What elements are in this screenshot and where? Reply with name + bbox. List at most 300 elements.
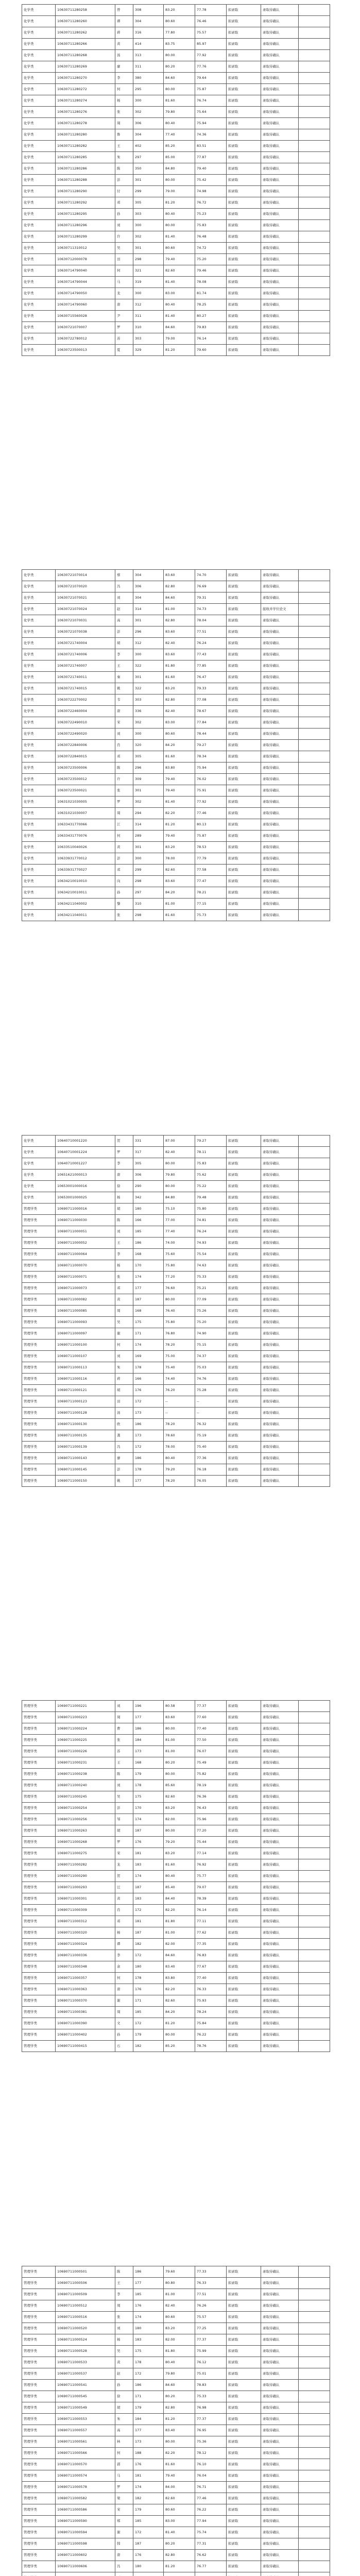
score-cell: 177: [133, 1283, 164, 1294]
table-row: [22, 694, 330, 706]
table-row: [22, 1927, 330, 1939]
blank-cell: [299, 1757, 330, 1769]
score-cell: 302: [133, 796, 164, 808]
interview-cell: 82.00: [164, 1939, 195, 1950]
result-cell: 拟录取: [227, 231, 261, 243]
exam-id-cell: 10631021030005: [56, 796, 115, 808]
exam-id-cell: 10634210010010: [56, 876, 115, 887]
exam-id-cell: 10630711280299: [56, 231, 115, 243]
interview-cell: 83.80: [164, 1973, 195, 1984]
interview-cell: 79.20: [164, 1837, 195, 1848]
blank-cell: [299, 2482, 330, 2493]
major-cell: 管理学类: [22, 2448, 56, 2459]
interview-cell: 84.20: [164, 2007, 195, 2018]
name-cell: 王: [115, 2278, 133, 2289]
total-cell: 75.87: [195, 831, 227, 842]
interview-cell: 84.80: [164, 163, 195, 175]
major-cell: 化学类: [22, 1136, 56, 1147]
status-cell: 录取待确认: [261, 774, 299, 785]
result-cell: 拟录取: [227, 2493, 261, 2504]
interview-cell: 83.20: [164, 5, 195, 16]
table-row: [22, 2504, 330, 2516]
result-cell: 拟录取: [227, 299, 261, 311]
exam-id-cell: [56, 2572, 115, 2576]
major-cell: 管理学类: [22, 1757, 56, 1769]
status-cell: 录取待确认: [261, 592, 299, 604]
interview-cell: 81.20: [164, 2018, 195, 2029]
total-cell: 79.40: [195, 163, 227, 175]
name-cell: 蒋: [115, 27, 133, 39]
name-cell: 张: [115, 785, 133, 796]
name-cell: 朱: [115, 152, 133, 163]
name-cell: 何: [115, 265, 133, 277]
total-cell: 76.43: [195, 1803, 227, 1814]
result-cell: 拟录取: [227, 1791, 261, 1803]
interview-cell: 84.60: [164, 73, 195, 84]
total-cell: 77.35: [195, 1939, 227, 1950]
blank-cell: [299, 1973, 330, 1984]
blank-cell: [299, 265, 330, 277]
total-cell: 75.33: [195, 2391, 227, 2402]
status-cell: 录取待确认: [261, 1340, 299, 1351]
table-row: [22, 2380, 330, 2391]
major-cell: 管理学类: [22, 1396, 56, 1408]
exam-id-cell: 10690711000602: [56, 2550, 115, 2561]
name-cell: 谢: [115, 1995, 133, 2007]
interview-cell: 82.40: [164, 638, 195, 649]
major-cell: 管理学类: [22, 1769, 56, 1780]
name-cell: 陈: [115, 2266, 133, 2278]
status-cell: 录取待确认: [261, 1712, 299, 1723]
exam-id-cell: 10653001000025: [56, 1192, 115, 1204]
name-cell: 何: [115, 1340, 133, 1351]
blank-cell: [299, 774, 330, 785]
result-cell: 拟录取: [227, 1430, 261, 1442]
result-cell: 拟录取: [227, 1204, 261, 1215]
name-cell: 赵: [115, 2368, 133, 2380]
score-cell: 179: [133, 1769, 164, 1780]
interview-cell: 85.20: [164, 141, 195, 152]
blank-cell: [299, 1961, 330, 1973]
score-cell: 296: [133, 762, 164, 774]
major-cell: 管理学类: [22, 1249, 56, 1260]
name-cell: 鲁: [115, 129, 133, 141]
major-cell: 化学类: [22, 672, 56, 683]
status-cell: 录取待确认: [261, 1317, 299, 1328]
name-cell: 邓: [115, 1916, 133, 1927]
score-cell: 302: [133, 231, 164, 243]
blank-cell: [299, 2493, 330, 2504]
score-cell: 301: [133, 672, 164, 683]
score-cell: 179: [133, 2402, 164, 2414]
major-cell: 化学类: [22, 345, 56, 356]
status-cell: 录取待确认: [261, 887, 299, 899]
major-cell: 管理学类: [22, 2368, 56, 2380]
score-cell: 298: [133, 910, 164, 921]
result-cell: 拟录取: [227, 243, 261, 254]
interview-cell: 78.00: [164, 1442, 195, 1453]
interview-cell: 82.80: [164, 581, 195, 592]
major-cell: 管理学类: [22, 2470, 56, 2482]
table-row: [22, 1340, 330, 1351]
total-cell: 77.94: [195, 2516, 227, 2527]
name-cell: 杨: [115, 2334, 133, 2346]
score-cell: 414: [133, 39, 164, 50]
result-cell: 拟录取: [227, 876, 261, 887]
status-cell: 录取待确认: [261, 581, 299, 592]
major-cell: 化学类: [22, 197, 56, 209]
name-cell: 苏: [115, 1746, 133, 1757]
table-row: [22, 1893, 330, 1905]
result-cell: 拟录取: [227, 2007, 261, 2018]
exam-id-cell: 10630722490010: [56, 717, 115, 728]
table-row: [22, 1272, 330, 1283]
score-cell: 176: [133, 1984, 164, 1995]
result-cell: 拟录取: [227, 95, 261, 107]
blank-cell: [299, 5, 330, 16]
exam-id-cell: 10630723500021: [56, 785, 115, 796]
table-row: [22, 2029, 330, 2041]
interview-cell: 82.00: [164, 1814, 195, 1825]
table-row: [22, 592, 330, 604]
major-cell: 管理学类: [22, 2323, 56, 2334]
blank-cell: [299, 39, 330, 50]
interview-cell: 82.60: [164, 2493, 195, 2504]
status-cell: 录取待确认: [261, 1453, 299, 1464]
score-cell: 301: [133, 842, 164, 853]
score-cell: 308: [133, 5, 164, 16]
status-cell: 录取待确认: [261, 1837, 299, 1848]
status-cell: 录取待确认: [261, 277, 299, 288]
blank-cell: [299, 1814, 330, 1825]
status-cell: 录取待确认: [261, 649, 299, 660]
exam-id-cell: 10630711280272: [56, 84, 115, 95]
name-cell: 刘: [115, 220, 133, 231]
interview-cell: 75.80: [164, 1317, 195, 1328]
major-cell: 管理学类: [22, 1803, 56, 1814]
total-cell: 77.51: [195, 2289, 227, 2300]
interview-cell: 80.58: [164, 1701, 195, 1712]
name-cell: 陈: [115, 762, 133, 774]
result-cell: 拟录取: [227, 186, 261, 197]
result-cell: 拟录取: [227, 1260, 261, 1272]
blank-cell: [299, 50, 330, 61]
total-cell: 79.07: [195, 1882, 227, 1893]
table-row: [22, 27, 330, 39]
interview-cell: 77.20: [164, 1272, 195, 1283]
exam-id-cell: 10690711000524: [56, 2334, 115, 2346]
score-cell: 185: [133, 1226, 164, 1238]
total-cell: 75.22: [195, 1181, 227, 1192]
table-row: [22, 706, 330, 717]
result-cell: 拟录取: [227, 2018, 261, 2029]
interview-cell: 80.20: [164, 2391, 195, 2402]
table-row: [22, 311, 330, 322]
status-cell: 录取待确认: [261, 1362, 299, 1374]
status-cell: 录取待确认: [261, 1723, 299, 1735]
interview-cell: 81.40: [164, 796, 195, 808]
score-cell: 187: [133, 2538, 164, 2550]
table-row: [22, 322, 330, 333]
major-cell: 管理学类: [22, 1215, 56, 1226]
interview-cell: 82.80: [164, 2402, 195, 2414]
total-cell: 76.47: [195, 672, 227, 683]
table-row: [22, 163, 330, 175]
result-cell: 拟录取: [227, 5, 261, 16]
score-cell: 174: [133, 1340, 164, 1351]
blank-cell: [299, 1848, 330, 1859]
table-row: [22, 899, 330, 910]
major-cell: 化学类: [22, 243, 56, 254]
interview-cell: 77.00: [164, 1215, 195, 1226]
name-cell: 孙: [115, 2380, 133, 2391]
blank-cell: [299, 1283, 330, 1294]
blank-cell: [299, 288, 330, 299]
interview-cell: 82.40: [164, 2300, 195, 2312]
name-cell: 姚: [115, 683, 133, 694]
score-cell: 177: [133, 1476, 164, 1487]
blank-cell: [299, 1158, 330, 1170]
interview-cell: 85.20: [164, 2041, 195, 2052]
major-cell: 化学类: [22, 626, 56, 638]
status-cell: 录取待确认: [261, 660, 299, 672]
interview-cell: 80.20: [164, 1757, 195, 1769]
blank-cell: [299, 740, 330, 751]
interview-cell: 80.20: [164, 61, 195, 73]
interview-cell: 77.80: [164, 27, 195, 39]
status-cell: 录取待确认: [261, 1158, 299, 1170]
exam-id-cell: 10690711000225: [56, 1735, 115, 1746]
status-cell: 录取待确认: [261, 107, 299, 118]
status-cell: 录取待确认: [261, 615, 299, 626]
result-cell: 拟录取: [227, 288, 261, 299]
result-cell: 拟录取: [227, 2041, 261, 2052]
table-row: [22, 1848, 330, 1859]
major-cell: 化学类: [22, 683, 56, 694]
name-cell: 邹: [115, 1814, 133, 1825]
exam-id-cell: 10690711000082: [56, 1294, 115, 1306]
name-cell: 吴: [115, 1791, 133, 1803]
total-cell: 78.76: [195, 2041, 227, 2052]
exam-id-cell: 10690711000570: [56, 2459, 115, 2470]
interview-cell: 80.40: [164, 299, 195, 311]
exam-id-cell: 10690711000143: [56, 1453, 115, 1464]
name-cell: 陈: [115, 163, 133, 175]
name-cell: 唐: [115, 706, 133, 717]
exam-id-cell: 10690711000097: [56, 1328, 115, 1340]
total-cell: 76.32: [195, 1419, 227, 1430]
blank-cell: [299, 61, 330, 73]
exam-id-cell: 10690711000139: [56, 1442, 115, 1453]
result-cell: 拟录取: [227, 118, 261, 129]
total-cell: 75.44: [195, 1837, 227, 1848]
exam-id-cell: 10630711280274: [56, 95, 115, 107]
score-cell: 179: [133, 2029, 164, 2041]
blank-cell: [299, 1408, 330, 1419]
exam-id-cell: 10630722490020: [56, 728, 115, 740]
table-row: [22, 683, 330, 694]
major-cell: 化学类: [22, 1181, 56, 1192]
status-cell: 录取待确认: [261, 2278, 299, 2289]
table-row: [22, 2278, 330, 2289]
status-cell: 录取待确认: [261, 141, 299, 152]
status-cell: 录取待确认: [261, 1351, 299, 1362]
result-cell: 拟录取: [227, 1362, 261, 1374]
interview-cell: 75.60: [164, 1249, 195, 1260]
interview-cell: 80.60: [164, 2312, 195, 2323]
total-cell: 76.83: [195, 1950, 227, 1961]
name-cell: 唐: [115, 1170, 133, 1181]
blank-cell: [299, 1939, 330, 1950]
interview-cell: 80.00: [164, 84, 195, 95]
result-cell: 拟录取: [227, 910, 261, 921]
exam-id-cell: 10630722840015: [56, 751, 115, 762]
interview-cell: 80.60: [164, 16, 195, 27]
total-cell: 74.93: [195, 1238, 227, 1249]
name-cell: 王: [115, 1238, 133, 1249]
exam-id-cell: 10690711000512: [56, 2300, 115, 2312]
table-row: [22, 740, 330, 751]
exam-id-cell: 10690711000557: [56, 2425, 115, 2436]
blank-cell: [299, 2504, 330, 2516]
total-cell: 77.40: [195, 1973, 227, 1984]
major-cell: 管理学类: [22, 1712, 56, 1723]
score-cell: 172: [133, 1396, 164, 1408]
major-cell: 管理学类: [22, 1939, 56, 1950]
total-cell: 78.11: [195, 1147, 227, 1158]
result-cell: 拟录取: [227, 2266, 261, 2278]
blank-cell: [299, 2448, 330, 2459]
blank-cell: [299, 1351, 330, 1362]
score-cell: 179: [133, 2504, 164, 2516]
major-cell: 管理学类: [22, 1701, 56, 1712]
table-row: [22, 1249, 330, 1260]
name-cell: 肖: [115, 740, 133, 751]
total-cell: 77.11: [195, 1916, 227, 1927]
total-cell: 75.91: [195, 785, 227, 796]
status-cell: 录取待确认: [261, 1476, 299, 1487]
status-cell: 录取待确认: [261, 2425, 299, 2436]
major-cell: 管理学类: [22, 2550, 56, 2561]
status-cell: 录取待确认: [261, 27, 299, 39]
name-cell: 张: [115, 1272, 133, 1283]
exam-id-cell: 10690711000553: [56, 2414, 115, 2425]
exam-id-cell: 10690711000582: [56, 2493, 115, 2504]
blank-cell: [299, 2334, 330, 2346]
score-cell: 172: [133, 1442, 164, 1453]
blank-cell: [299, 1791, 330, 1803]
table-row: [22, 333, 330, 345]
major-cell: 管理学类: [22, 2425, 56, 2436]
name-cell: 周: [115, 118, 133, 129]
name-cell: 龙: [115, 1859, 133, 1871]
total-cell: 78.34: [195, 751, 227, 762]
blank-cell: [299, 1340, 330, 1351]
total-cell: 77.15: [195, 899, 227, 910]
exam-id-cell: 10630711280266: [56, 39, 115, 50]
score-cell: 168: [133, 1306, 164, 1317]
major-cell: 管理学类: [22, 2312, 56, 2323]
blank-cell: [299, 570, 330, 581]
score-cell: 305: [133, 1158, 164, 1170]
name-cell: 刘: [115, 1226, 133, 1238]
total-cell: 80.13: [195, 819, 227, 831]
exam-id-cell: 10630721070038: [56, 626, 115, 638]
total-cell: 78.83: [195, 2380, 227, 2391]
table-row: [22, 73, 330, 84]
total-cell: 75.33: [195, 1272, 227, 1283]
total-cell: 76.95: [195, 2425, 227, 2436]
status-cell: 录取待确认: [261, 322, 299, 333]
score-cell: 172: [133, 1905, 164, 1916]
total-cell: 76.12: [195, 2357, 227, 2368]
score-cell: 298: [133, 254, 164, 265]
major-cell: 管理学类: [22, 2402, 56, 2414]
blank-cell: [299, 2357, 330, 2368]
total-cell: 75.49: [195, 1757, 227, 1769]
major-cell: 化学类: [22, 887, 56, 899]
result-cell: 拟录取: [227, 2357, 261, 2368]
name-cell: 冯: [115, 581, 133, 592]
blank-cell: [299, 2516, 330, 2527]
major-cell: 管理学类: [22, 1825, 56, 1837]
major-cell: 化学类: [22, 842, 56, 853]
total-cell: 76.02: [195, 774, 227, 785]
interview-cell: 80.60: [164, 728, 195, 740]
name-cell: 宋: [115, 1848, 133, 1859]
name-cell: 孙: [115, 2029, 133, 2041]
table-row: [22, 1746, 330, 1757]
name-cell: 马: [115, 277, 133, 288]
name-cell: 黄: [115, 842, 133, 853]
major-cell: 管理学类: [22, 1226, 56, 1238]
exam-id-cell: 10630721070007: [56, 322, 115, 333]
major-cell: 化学类: [22, 831, 56, 842]
score-cell: 185: [133, 2007, 164, 2018]
status-cell: 录取待确认: [261, 95, 299, 107]
interview-cell: 80.00: [164, 1294, 195, 1306]
name-cell: 彭: [115, 175, 133, 186]
major-cell: 化学类: [22, 865, 56, 876]
name-cell: 苏: [115, 333, 133, 345]
exam-id-cell: 10630723500013: [56, 345, 115, 356]
score-cell: 178: [133, 1973, 164, 1984]
status-cell: 录取待确认: [261, 1893, 299, 1905]
total-cell: 77.31: [195, 2538, 227, 2550]
table-row: [22, 774, 330, 785]
blank-cell: [299, 1837, 330, 1848]
score-cell: 314: [133, 819, 164, 831]
total-cell: 77.37: [195, 2334, 227, 2346]
score-cell: 301: [133, 175, 164, 186]
table-row: [22, 1317, 330, 1328]
major-cell: 化学类: [22, 819, 56, 831]
score-cell: 184: [133, 1735, 164, 1746]
total-cell: 75.80: [195, 1204, 227, 1215]
major-cell: 管理学类: [22, 2029, 56, 2041]
blank-cell: [299, 1181, 330, 1192]
result-cell: 拟录取: [227, 1306, 261, 1317]
result-cell: 拟录取: [227, 311, 261, 322]
score-cell: 304: [133, 16, 164, 27]
result-cell: 拟录取: [227, 1147, 261, 1158]
result-cell: 拟录取: [227, 2516, 261, 2527]
score-cell: 312: [133, 299, 164, 311]
table-row: [22, 1939, 330, 1950]
status-cell: 录取待确认: [261, 2504, 299, 2516]
exam-id-cell: 10630711280278: [56, 118, 115, 129]
blank-cell: [299, 322, 330, 333]
